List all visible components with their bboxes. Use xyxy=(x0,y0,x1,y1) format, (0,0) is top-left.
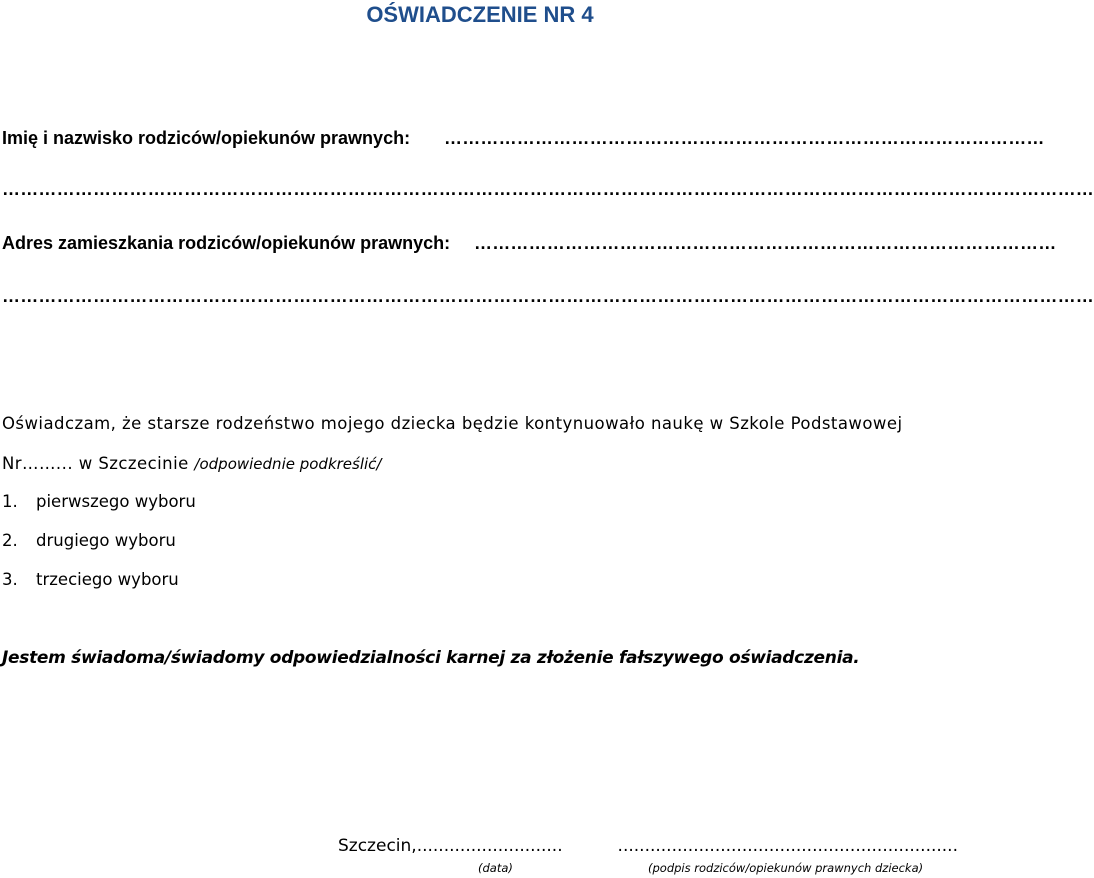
option-number: 3. xyxy=(2,570,18,589)
declaration-text: Jestem świadoma/świadomy odpowiedzialności karnej za złożenie fałszywego oświadczenia. xyxy=(2,648,860,668)
statement-instruction: /odpowiednie podkreślić/ xyxy=(194,455,382,473)
date-caption: (data) xyxy=(478,861,513,875)
statement-line-1: Oświadczam, że starsze rodzeństwo mojego dziecka będzie kontynuowało naukę w Szkole Podstawowej xyxy=(2,414,903,433)
option-item-3[interactable] xyxy=(0,570,179,589)
address-label: Adres zamieszkania rodziców/opiekunów prawnych: xyxy=(2,233,451,253)
address-field-inline[interactable]: …………………………………………………………………………………… xyxy=(474,233,1057,253)
option-label: pierwszego wyboru xyxy=(36,492,196,511)
parents-name-field-inline[interactable]: ……………………………………………………………………………………… xyxy=(444,128,1045,148)
option-number: 2. xyxy=(2,531,18,550)
signature-caption: (podpis rodziców/opiekunów prawnych dziecka) xyxy=(648,861,924,875)
address-field-line[interactable]: ……………………………………………………………………………………………………………………………………………………………… xyxy=(2,286,1094,306)
option-label: drugiego wyboru xyxy=(36,531,176,550)
option-number: 1. xyxy=(2,492,18,511)
parents-name-label: Imię i nazwisko rodziców/opiekunów prawnych: xyxy=(2,128,411,148)
signature-field[interactable]: ............................................................... xyxy=(617,836,958,856)
option-item-2[interactable] xyxy=(0,531,176,550)
statement-school-number: Nr……... w Szczecinie xyxy=(2,454,195,473)
document-title: OŚWIADCZENIE NR 4 xyxy=(366,2,594,27)
parents-name-field-line[interactable]: ……………………………………………………………………………………………………………………………………………………………… xyxy=(2,179,1094,199)
option-item-1[interactable] xyxy=(0,492,196,511)
statement-line-2 xyxy=(2,454,381,473)
place-date-field[interactable]: Szczecin,........................... xyxy=(338,836,563,856)
option-label: trzeciego wyboru xyxy=(36,570,179,589)
